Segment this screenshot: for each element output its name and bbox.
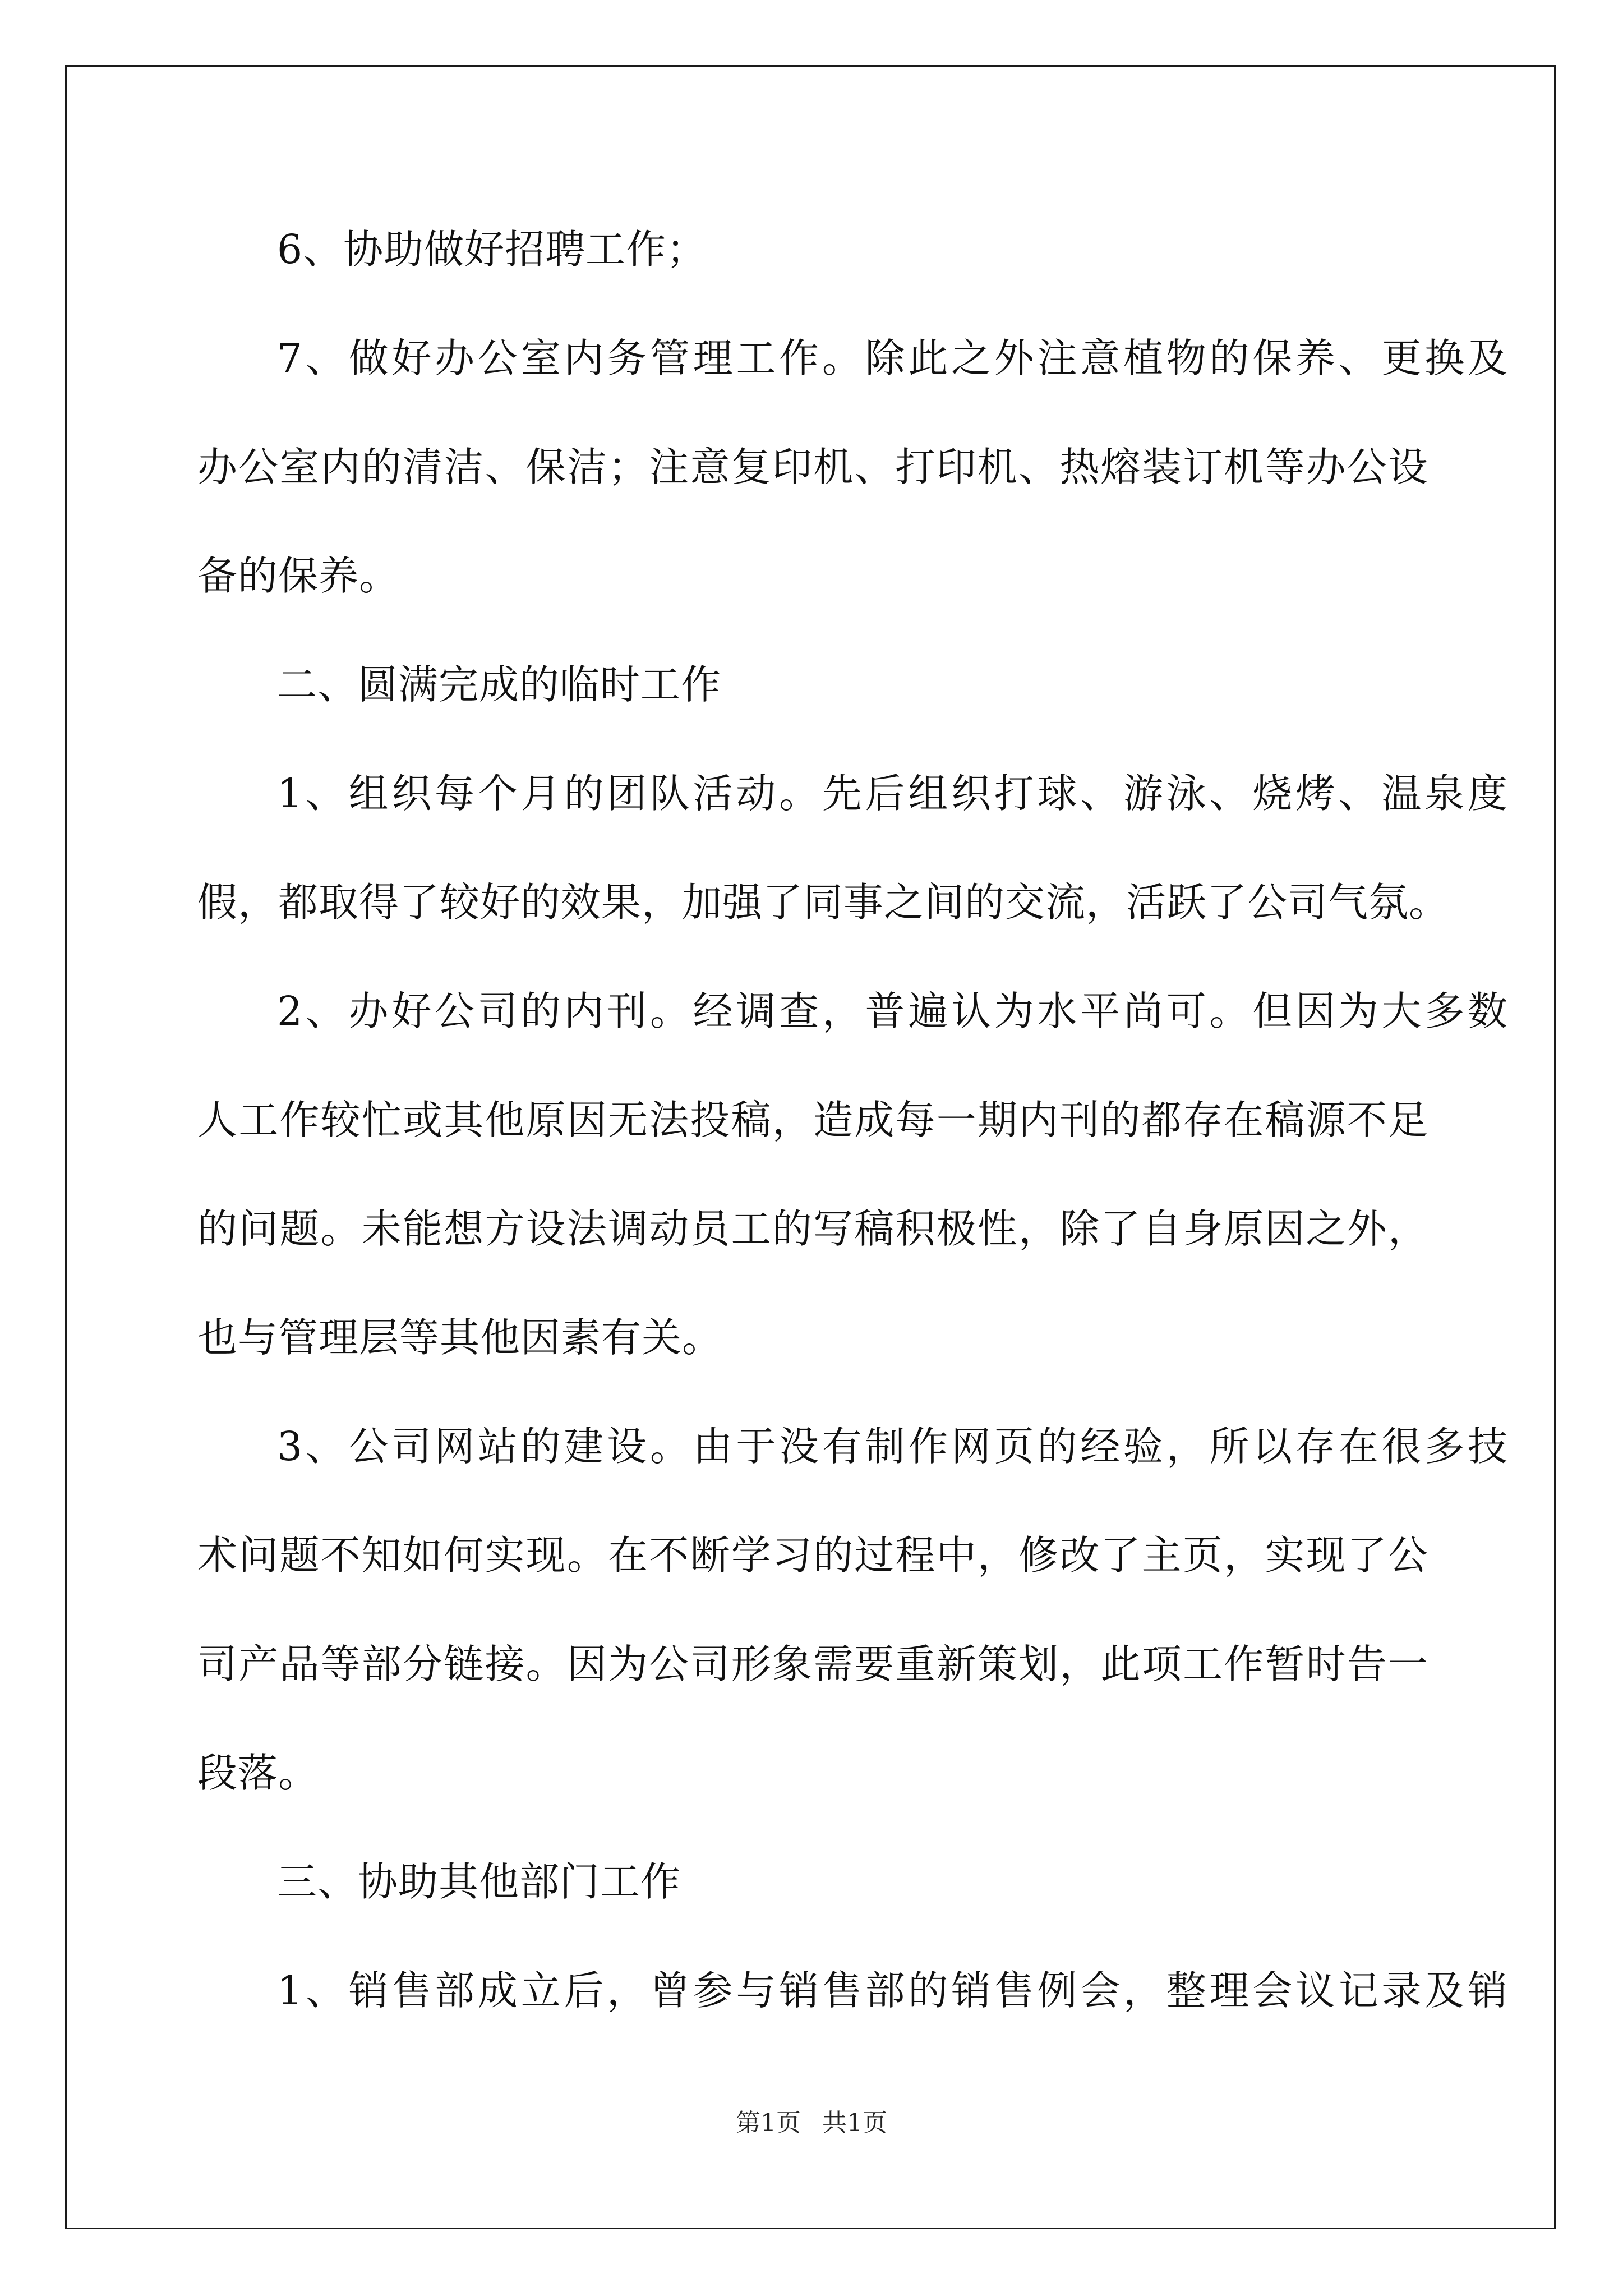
page-footer xyxy=(0,2108,1623,2139)
paragraph-line: 假，都取得了较好的效果，加强了同事之间的交流，活跃了公司气氛。 xyxy=(197,879,1450,926)
paragraph-line: 6、协助做好招聘工作； xyxy=(277,226,707,273)
section-heading: 三、协助其他部门工作 xyxy=(277,1858,681,1905)
paragraph-line: 的问题。未能想方设法调动员工的写稿积极性，除了自身原因之外， xyxy=(197,1205,1428,1252)
paragraph-line: 办公室内的清洁、保洁；注意复印机、打印机、热熔装订机等办公设 xyxy=(197,444,1428,490)
paragraph-line: 1、组织每个月的团队活动。先后组织打球、游泳、烧烤、温泉度 xyxy=(277,770,1508,817)
paragraph-line: 人工作较忙或其他原因无法投稿，造成每一期内刊的都存在稿源不足 xyxy=(197,1097,1428,1143)
paragraph-line: 备的保养。 xyxy=(197,553,400,599)
page-total: 共1页 xyxy=(822,2109,887,2137)
paragraph-line: 段落。 xyxy=(197,1750,319,1796)
paragraph-line: 2、办好公司的内刊。经调查，普遍认为水平尚可。但因为大多数 xyxy=(277,988,1508,1034)
paragraph-line: 也与管理层等其他因素有关。 xyxy=(197,1314,723,1361)
paragraph-line: 7、做好办公室内务管理工作。除此之外注意植物的保养、更换及 xyxy=(277,335,1508,381)
page-number: 第1页 xyxy=(736,2109,801,2137)
paragraph-line: 1、销售部成立后，曾参与销售部的销售例会，整理会议记录及销 xyxy=(277,1967,1508,2014)
paragraph-line: 3、公司网站的建设。由于没有制作网页的经验，所以存在很多技 xyxy=(277,1423,1508,1470)
section-heading: 二、圆满完成的临时工作 xyxy=(277,661,722,708)
paragraph-line: 司产品等部分链接。因为公司形象需要重新策划，此项工作暂时告一 xyxy=(197,1641,1428,1687)
paragraph-line: 术问题不知如何实现。在不断学习的过程中，修改了主页，实现了公 xyxy=(197,1532,1428,1579)
